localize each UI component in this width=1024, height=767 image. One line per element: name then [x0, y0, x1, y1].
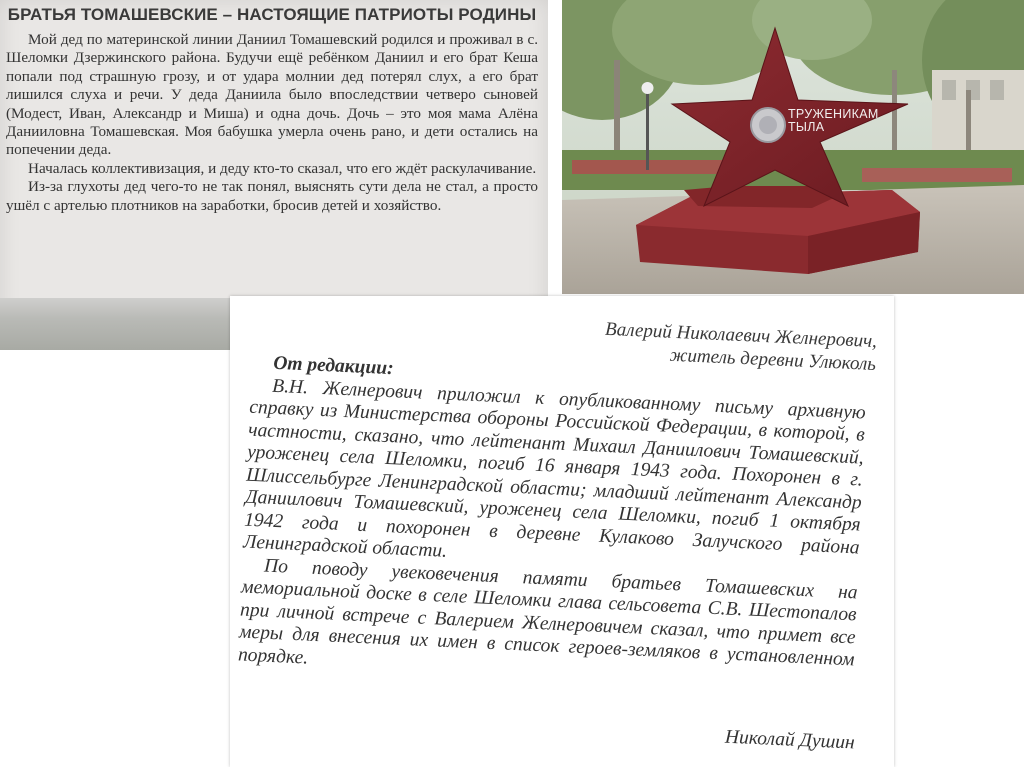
- editorial-paragraph: В.Н. Желнерович приложил к опубликованному письму архивную справку из Министерства обороны Российской Федерации, в которой, в частности, сказано, что лейтенант Михаил Даниилович Томашевский, уроженец села Шеломки, погиб 16 января 1943 года. Похоронен в г. Шлиссельбурге Ленинградской области; младший лейтенант Александр Даниилович Томашевский, уроженец села Шеломки, погиб 1 октября 1942 года и похоронен в деревне Кулаково Залучского района Ленинградской области.: [242, 375, 867, 562]
- editorial-author: Николай Душин: [724, 726, 856, 754]
- monument-photo: [562, 0, 1024, 294]
- signature-name: Валерий Николаевич Желнерович,: [604, 318, 878, 353]
- editorial-note: [238, 352, 868, 695]
- article-body: [6, 31, 538, 215]
- letter-signature: [604, 318, 878, 376]
- monument-illustration: [562, 0, 1024, 294]
- article-paragraph: Началась коллективизация, и деду кто-то сказал, что его ждёт раскулачивание.: [28, 159, 537, 177]
- editorial-insert-content: [220, 281, 905, 767]
- monument-inscription: [788, 108, 879, 134]
- signature-role: житель деревни Улюколь: [669, 344, 877, 376]
- article-paragraph: Мой дед по материнской линии Даниил Томашевский родился и проживал в с. Шеломки Дзержинского района. Будучи ещё ребёнком Даниил и его брат Кеша попали под страшную грозу, и от удара молнии дед потерял слух, а его брат лишился слуха и речи. У деда Даниила было впоследствии четверо сыновей (Модест, Иван, Александр и Миша) и одна дочь. Дочь – это моя мама Алёна Данииловна Томашевская. Моя бабушка умерла очень рано, и дети остались на попечении деда.: [6, 31, 538, 159]
- article-title: БРАТЬЯ ТОМАШЕВСКИЕ – НАСТОЯЩИЕ ПАТРИОТЫ РОДИНЫ: [7, 5, 537, 24]
- photo-fragment: [0, 298, 232, 350]
- editorial-insert: [230, 296, 894, 767]
- editorial-heading: От редакции:: [272, 352, 395, 380]
- inscription-line-1: ТРУЖЕНИКАМ: [788, 107, 879, 121]
- article-paragraph: Из-за глухоты дед чего-то не так понял, выяснять сути дела не стал, а просто ушёл с артелью плотников на заработки, бросив детей и хозяйство.: [6, 178, 538, 214]
- inscription-line-2: ТЫЛА: [788, 120, 825, 134]
- editorial-paragraph: По поводу увековечения памяти братьев Томашевских на мемориальной доске в селе Шеломки глава сельсовета С.В. Шестопалов при личной встрече с Валерием Желнеровичем сказал, что примет все меры для внесения их имен в список героев-земляков в установленном порядке.: [237, 555, 859, 671]
